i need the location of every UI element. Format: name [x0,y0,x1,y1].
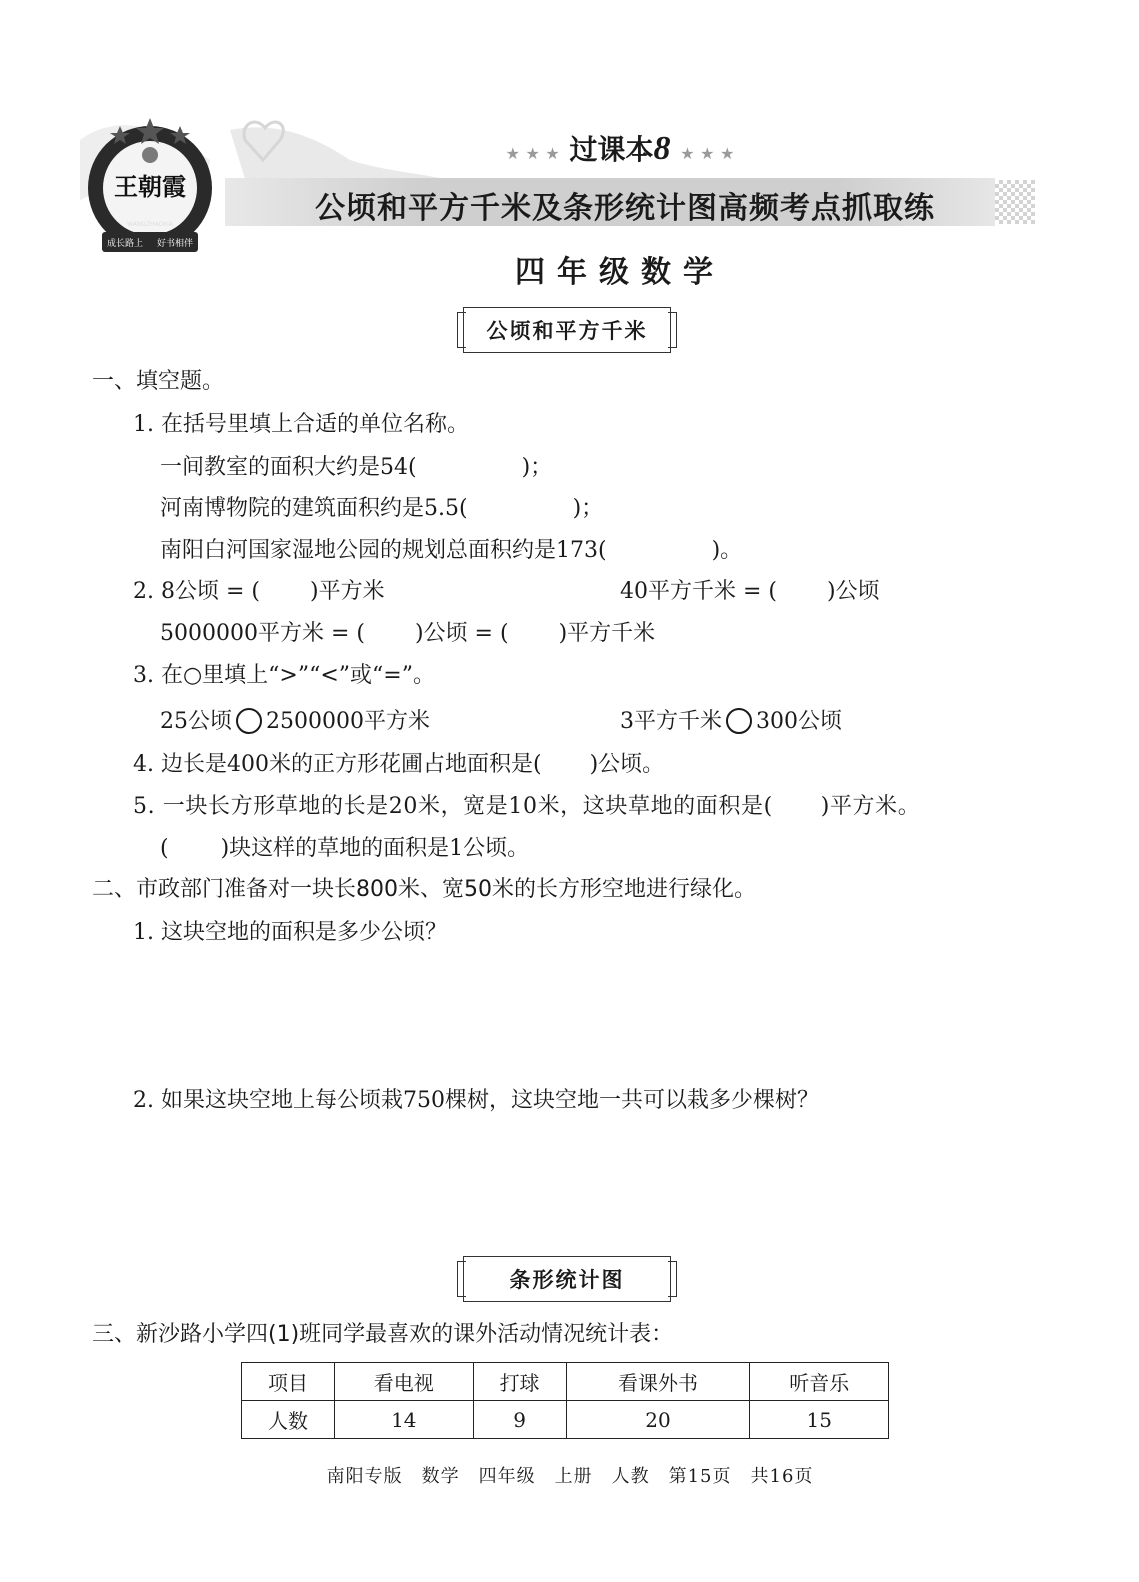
q2b-text: 40平方千米 = ( [620,579,777,604]
section-frame-title: 条形统计图 [509,1268,625,1292]
q1b-text: 河南博物院的建筑面积约是5.5( [160,496,468,521]
table-row-label: 人数 [242,1401,335,1439]
q1-line-a [160,453,552,483]
section3-heading: 三、新沙路小学四(1)班同学最喜欢的课外活动情况统计表： [92,1322,674,1347]
q3b-right: 300公顷 [756,709,842,734]
logo-slogan-left: 成长路上 [106,239,144,249]
series-banner [470,128,770,168]
compare-circle[interactable] [236,708,262,734]
section-frame-bar-chart [463,1256,671,1302]
q1b-close: )； [572,496,604,521]
table-header-cell: 看课外书 [566,1363,750,1401]
star-icon: ★ ★ ★ [505,144,560,163]
page-footer: 南阳专版 数学 四年级 上册 人教 第15页 共16页 [326,1466,814,1487]
q2a-unit: )平方米 [309,579,385,604]
table-cell: 14 [335,1401,473,1439]
subject-title: 四年级数学 [515,255,725,290]
q1c-close: )。 [711,538,743,563]
q1a-text: 一间教室的面积大约是54( [160,455,417,480]
table-header-cell: 项目 [242,1363,335,1401]
q2-line-a [133,577,385,607]
section2-q2: 2. 如果这块空地上每公顷栽750棵树，这块空地一共可以栽多少棵树？ [133,1088,819,1113]
q5b-open: ( [160,836,169,861]
logo-name: 王朝霞 [114,172,186,201]
q2-line-c [160,619,655,649]
section1-heading: 一、填空题。 [92,369,225,394]
table-header-row [242,1363,889,1401]
section-frame-area-units [463,307,671,353]
q2c-mid: )公顷 = ( [414,621,509,646]
q5a-unit: )平方米。 [820,794,921,819]
q3-compare-a [160,707,430,737]
q4-text: 4. 边长是400米的正方形花圃占地面积是( [133,752,542,777]
q1-stem: 1. 在括号里填上合适的单位名称。 [133,412,469,437]
table-cell: 9 [473,1401,566,1439]
q5a-text: 5. 一块长方形草地的长是20米，宽是10米，这块草地的面积是( [133,794,773,819]
section2-q1: 1. 这块空地的面积是多少公顷？ [133,920,447,945]
table-cell: 15 [750,1401,889,1439]
q5-line-b [160,834,529,864]
q1-line-c [160,536,742,566]
q1c-text: 南阳白河国家湿地公园的规划总面积约是173( [160,538,607,563]
table-header-cell: 打球 [473,1363,566,1401]
main-title: 公顷和平方千米及条形统计图高频考点抓取练 [315,191,935,226]
series-number: 8 [653,130,671,167]
answer-space[interactable] [160,1125,1010,1245]
q3a-left: 25公顷 [160,709,232,734]
q5b-text: )块这样的草地的面积是1公顷。 [220,836,530,861]
q2a-text: 2. 8公顷 = ( [133,579,260,604]
q1-line-b [160,494,603,524]
checker-decoration [995,180,1035,224]
table-row [242,1401,889,1439]
q2-line-b [620,577,880,607]
q3a-right: 2500000平方米 [266,709,430,734]
q2c-text: 5000000平方米 = ( [160,621,365,646]
q3b-left: 3平方千米 [620,709,722,734]
q1a-close: )； [521,455,553,480]
answer-space[interactable] [160,955,1010,1075]
logo-ring-text: WANGZHAOXIA [127,221,173,228]
section-frame-title: 公顷和平方千米 [486,319,648,343]
section2-heading: 二、市政部门准备对一块长800米、宽50米的长方形空地进行绿化。 [92,877,756,902]
q2c-unit: )平方千米 [558,621,656,646]
table-header-cell: 听音乐 [750,1363,889,1401]
compare-circle[interactable] [726,708,752,734]
q5-line-a [133,792,920,822]
logo-slogan-right: 好书相伴 [156,239,194,249]
q3-compare-b [620,707,842,737]
series-label: 过课本 [569,133,654,166]
q3-stem: 3. 在○里填上“>”“<”或“=”。 [133,663,435,688]
activity-table [241,1362,889,1439]
star-icon: ★ ★ ★ [680,144,735,163]
q2b-unit: )公顷 [827,579,880,604]
q4 [133,750,664,780]
q4-unit: )公顷。 [589,752,665,777]
table-cell: 20 [566,1401,750,1439]
table-header-cell: 看电视 [335,1363,473,1401]
